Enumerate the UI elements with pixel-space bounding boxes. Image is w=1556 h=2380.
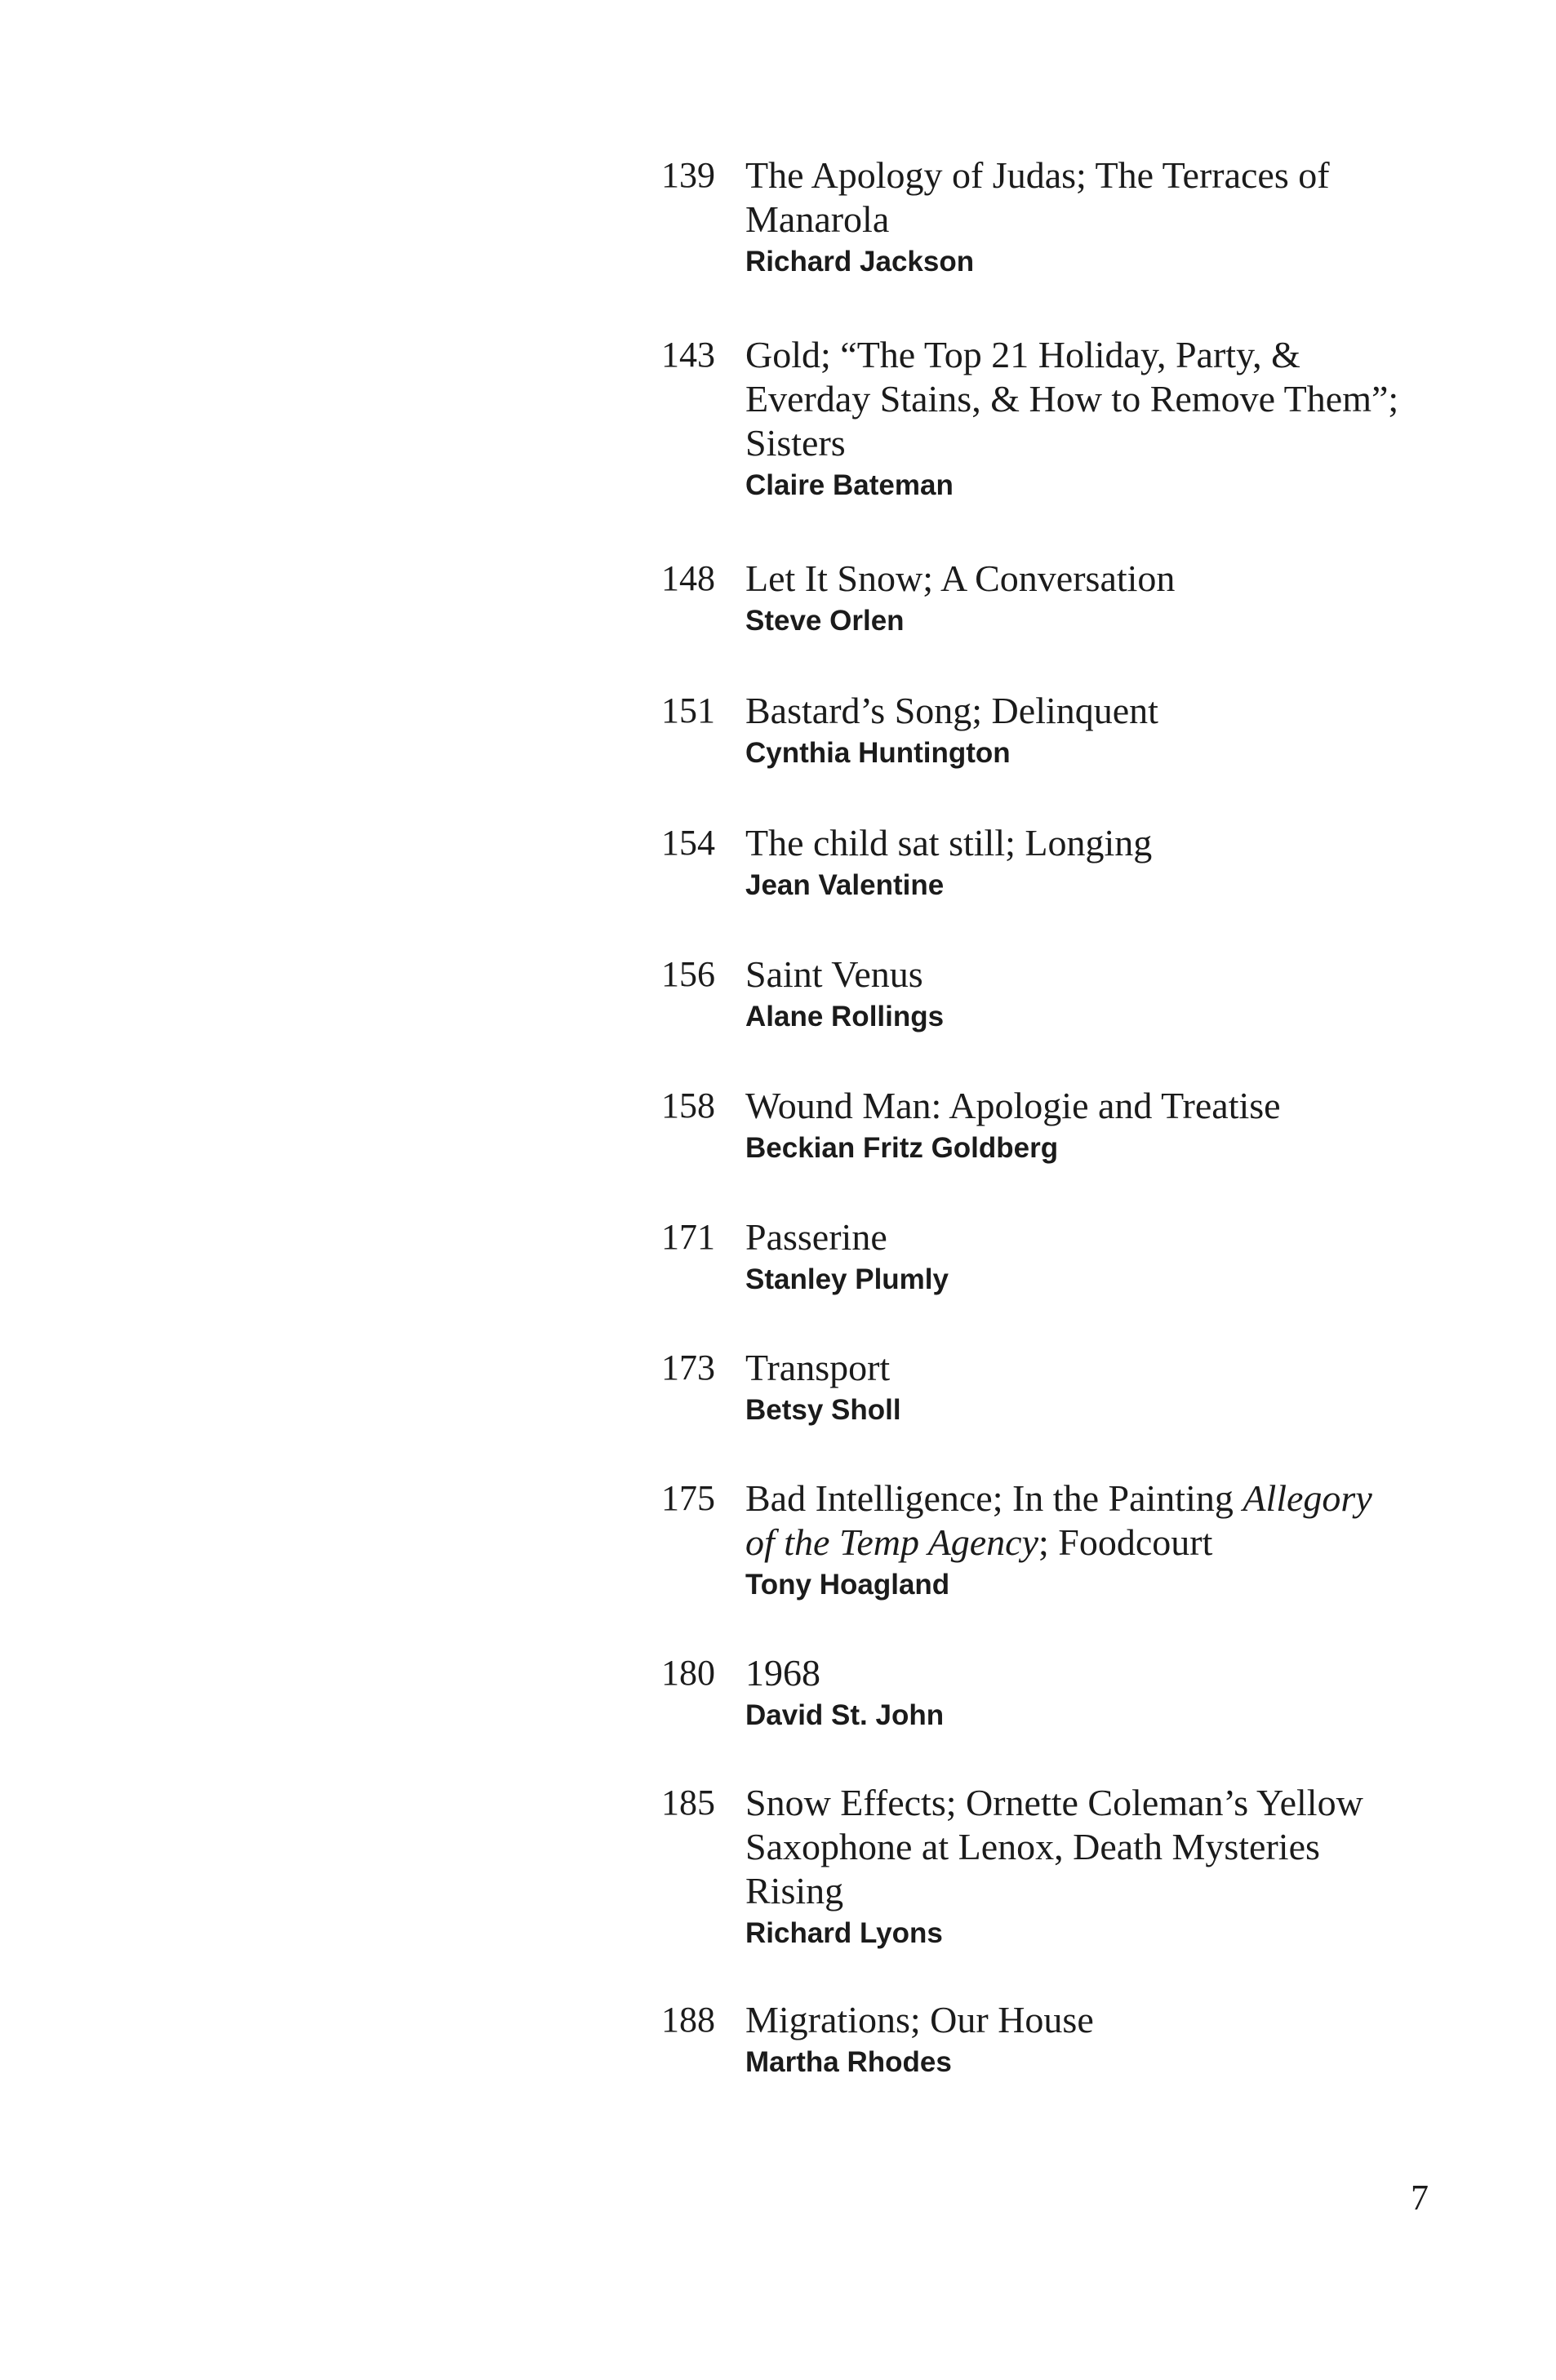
entry-title <box>745 557 1415 601</box>
entry-author: Steve Orlen <box>745 605 905 637</box>
title-line: Transport <box>745 1347 891 1388</box>
title-line: Saint Venus <box>745 953 923 995</box>
entry-author: David St. John <box>745 1699 945 1731</box>
entry-title <box>745 333 1415 465</box>
entry-body <box>745 821 1415 904</box>
page-number: 156 <box>661 954 715 994</box>
title-line: 1968 <box>745 1652 820 1694</box>
page-number: 188 <box>661 2000 715 2040</box>
entry-body <box>745 1781 1415 1952</box>
entry-author: Claire Bateman <box>745 469 954 501</box>
title-line: The child sat still; Longing <box>745 822 1153 864</box>
entry-body <box>745 333 1415 504</box>
title-line: Migrations; Our House <box>745 1999 1094 2040</box>
entry-author: Richard Lyons <box>745 1917 943 1949</box>
page-number: 143 <box>661 335 715 375</box>
page-number: 139 <box>661 155 715 195</box>
entry-body <box>745 557 1415 640</box>
title-line: Everday Stains, & How to Remove Them”; <box>745 378 1399 420</box>
title-italic: Allegory <box>1243 1477 1372 1519</box>
page-number: 171 <box>661 1217 715 1257</box>
page-number: 175 <box>661 1478 715 1518</box>
title-line: Rising <box>745 1870 844 1912</box>
title-line: Saxophone at Lenox, Death Mysteries <box>745 1826 1320 1867</box>
entry-author: Betsy Sholl <box>745 1394 901 1426</box>
title-line: Sisters <box>745 422 846 464</box>
entry-title <box>745 1781 1415 1913</box>
entry-author: Stanley Plumly <box>745 1263 949 1295</box>
title-line: Manarola <box>745 198 890 240</box>
entry-title <box>745 821 1415 865</box>
page-number: 154 <box>661 823 715 863</box>
page-number: 151 <box>661 690 715 730</box>
entry-body <box>745 1084 1415 1167</box>
entry-title <box>745 1215 1415 1259</box>
title-line: The Apology of Judas; The Terraces of <box>745 154 1330 196</box>
title-line <box>745 1521 1415 1565</box>
folio-page-number: 7 <box>1411 2178 1429 2218</box>
entry-author: Cynthia Huntington <box>745 737 1011 769</box>
title-line: Passerine <box>745 1216 887 1258</box>
entry-title <box>745 1346 1415 1390</box>
title-roman: Bad Intelligence; In the Painting <box>745 1477 1243 1519</box>
entry-author: Beckian Fritz Goldberg <box>745 1132 1059 1164</box>
entry-title <box>745 1476 1415 1565</box>
entry-body <box>745 689 1415 772</box>
entry-body <box>745 1476 1415 1604</box>
title-line: Snow Effects; Ornette Coleman’s Yellow <box>745 1782 1363 1823</box>
title-line <box>745 1476 1415 1521</box>
entry-body <box>745 1346 1415 1429</box>
page-number: 185 <box>661 1783 715 1823</box>
page-number: 158 <box>661 1086 715 1126</box>
title-line: Gold; “The Top 21 Holiday, Party, & <box>745 334 1300 375</box>
entry-author: Tony Hoagland <box>745 1569 950 1601</box>
entry-author: Alane Rollings <box>745 1001 945 1032</box>
entry-title <box>745 952 1415 997</box>
entry-title <box>745 689 1415 733</box>
entry-title <box>745 1084 1415 1128</box>
page-number: 173 <box>661 1348 715 1388</box>
entry-author: Martha Rhodes <box>745 2046 952 2078</box>
title-roman: ; Foodcourt <box>1038 1521 1213 1563</box>
entry-body <box>745 952 1415 1036</box>
page-number: 148 <box>661 558 715 598</box>
entry-body <box>745 1998 1415 2081</box>
title-line: Wound Man: Apologie and Treatise <box>745 1085 1281 1126</box>
title-italic: of the Temp Agency <box>745 1521 1038 1563</box>
entry-title <box>745 1998 1415 2042</box>
page-number: 180 <box>661 1653 715 1693</box>
title-line: Bastard’s Song; Delinquent <box>745 690 1158 731</box>
entry-title <box>745 1651 1415 1695</box>
entry-body <box>745 153 1415 281</box>
title-line: Let It Snow; A Conversation <box>745 557 1176 599</box>
entry-author: Jean Valentine <box>745 869 945 901</box>
entry-body <box>745 1651 1415 1734</box>
entry-body <box>745 1215 1415 1299</box>
entry-title <box>745 153 1415 242</box>
entry-author: Richard Jackson <box>745 246 975 278</box>
